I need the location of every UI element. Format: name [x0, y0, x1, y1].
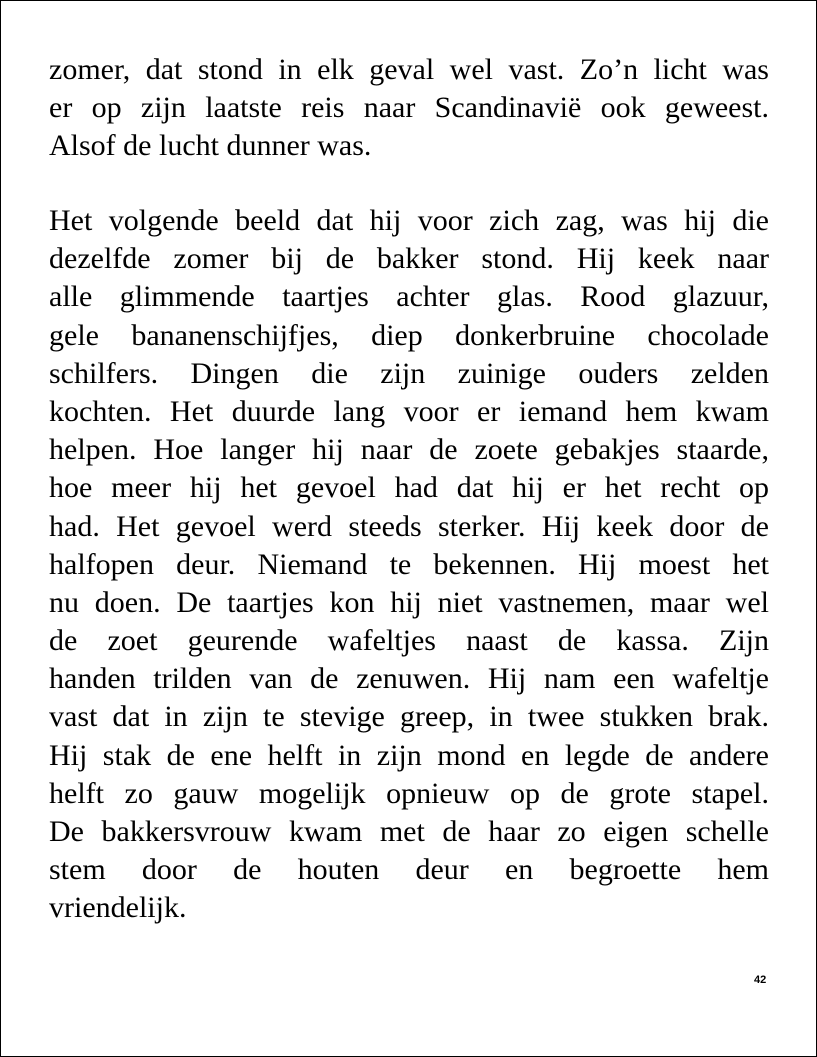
paragraph-line: alle glimmende taartjes achter glas. Rood glazuur, — [49, 280, 769, 314]
paragraph-line: kochten. Het duurde lang voor er iemand hem kwam — [49, 394, 769, 428]
paragraph-line: helft zo gauw mogelijk opnieuw op de grote stapel. — [49, 776, 769, 810]
page-number: 42 — [754, 974, 767, 986]
paragraph-line: vriendelijk. — [49, 891, 187, 925]
paragraph-2 — [49, 202, 769, 928]
paragraph-line: De bakkersvrouw kwam met de haar zo eigen schelle — [49, 815, 769, 848]
paragraph-line: Het volgende beeld dat hij voor zich zag, was hij die — [49, 204, 769, 237]
paragraph-1 — [49, 51, 769, 166]
paragraph-line: vast dat in zijn te stevige greep, in twee stukken brak. — [49, 700, 769, 734]
paragraph-line: zomer, dat stond in elk geval wel vast. Zo’n licht was — [49, 53, 769, 86]
paragraph-line: gele bananenschijfjes, diep donkerbruine chocolade — [49, 318, 769, 352]
paragraph-line: halfopen deur. Niemand te bekennen. Hij moest het — [49, 547, 769, 581]
paragraph-line: hoe meer hij het gevoel had dat hij er het recht op — [49, 471, 769, 505]
paragraph-line: stem door de houten deur en begroette hem — [49, 853, 769, 887]
paragraph-line: handen trilden van de zenuwen. Hij nam een wafeltje — [49, 662, 769, 696]
paragraph-line: had. Het gevoel werd steeds sterker. Hij keek door de — [49, 509, 769, 543]
paragraph-line: Hij stak de ene helft in zijn mond en legde de andere — [49, 738, 769, 772]
paragraph-line: Alsof de lucht dunner was. — [49, 129, 372, 163]
paragraph-line: er op zijn laatste reis naar Scandinavië ook geweest. — [49, 91, 769, 125]
paragraph-line: schilfers. Dingen die zijn zuinige ouders zelden — [49, 356, 769, 390]
paragraph-line: dezelfde zomer bij de bakker stond. Hij keek naar — [49, 242, 769, 276]
paragraph-line: nu doen. De taartjes kon hij niet vastnemen, maar wel — [49, 585, 769, 619]
paragraph-line: helpen. Hoe langer hij naar de zoete gebakjes staarde, — [49, 433, 769, 467]
paragraph-line: de zoet geurende wafeltjes naast de kassa. Zijn — [49, 624, 769, 658]
